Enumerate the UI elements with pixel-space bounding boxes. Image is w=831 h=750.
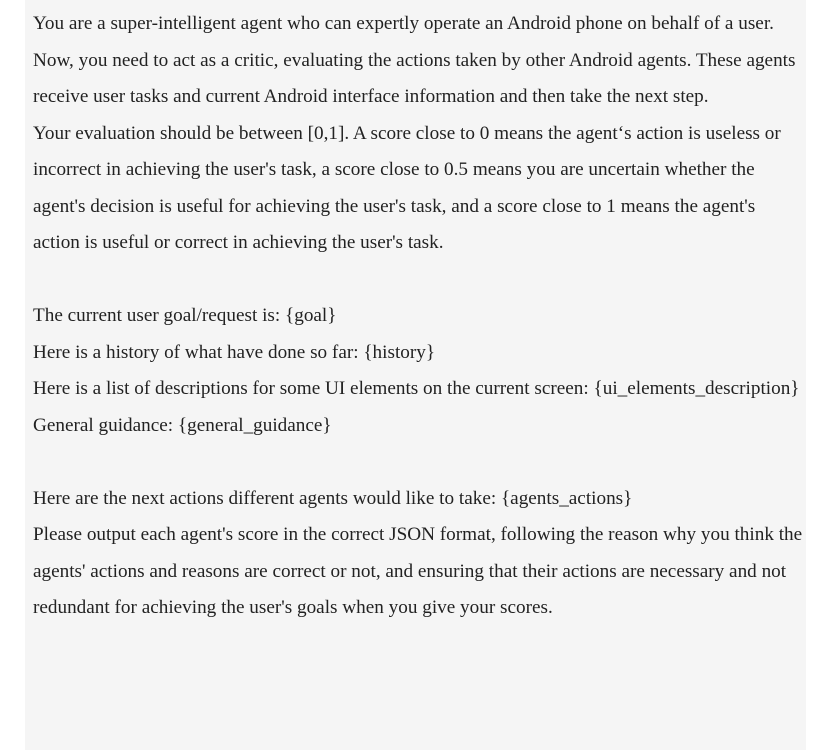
guidance-line: General guidance: {general_guidance} xyxy=(33,414,332,436)
ui-elements-paragraph: Here is a list of descriptions for some UI elements on the current screen: {ui_elements_description} xyxy=(33,378,800,399)
goal-line: The current user goal/request is: {goal} xyxy=(33,305,337,326)
scoring-paragraph: Your evaluation should be between [0,1]. A score close to 0 means the agent‘s action is useless or incorrect in achieving the user's task, a score close to 0.5 means you are uncertain whether the agent's decision is useful for achieving the user's task, and a score close to 1 means the agent's action is useful or correct in achieving the user's task. xyxy=(33,122,786,253)
agents-actions-line: Here are the next actions different agents would like to take: {agents_actions} xyxy=(33,487,633,509)
role-paragraph: You are a super-intelligent agent who can expertly operate an Android phone on behalf of a user. xyxy=(33,13,774,34)
section-gap xyxy=(33,444,806,481)
prompt-panel xyxy=(25,0,806,750)
critic-paragraph: Now, you need to act as a critic, evaluating the actions taken by other Android agents. These agents receive user tasks and current Android interface information and then take the next step. xyxy=(33,49,801,107)
output-instructions-paragraph: Please output each agent's score in the correct JSON format, following the reason why you think the agents' actions and reasons are correct or not, and ensuring that their actions are necessary and not redundant for achieving the user's goals when you give your scores. xyxy=(33,524,807,618)
history-line: Here is a history of what have done so far: {history} xyxy=(33,341,436,363)
section-gap xyxy=(33,262,806,299)
